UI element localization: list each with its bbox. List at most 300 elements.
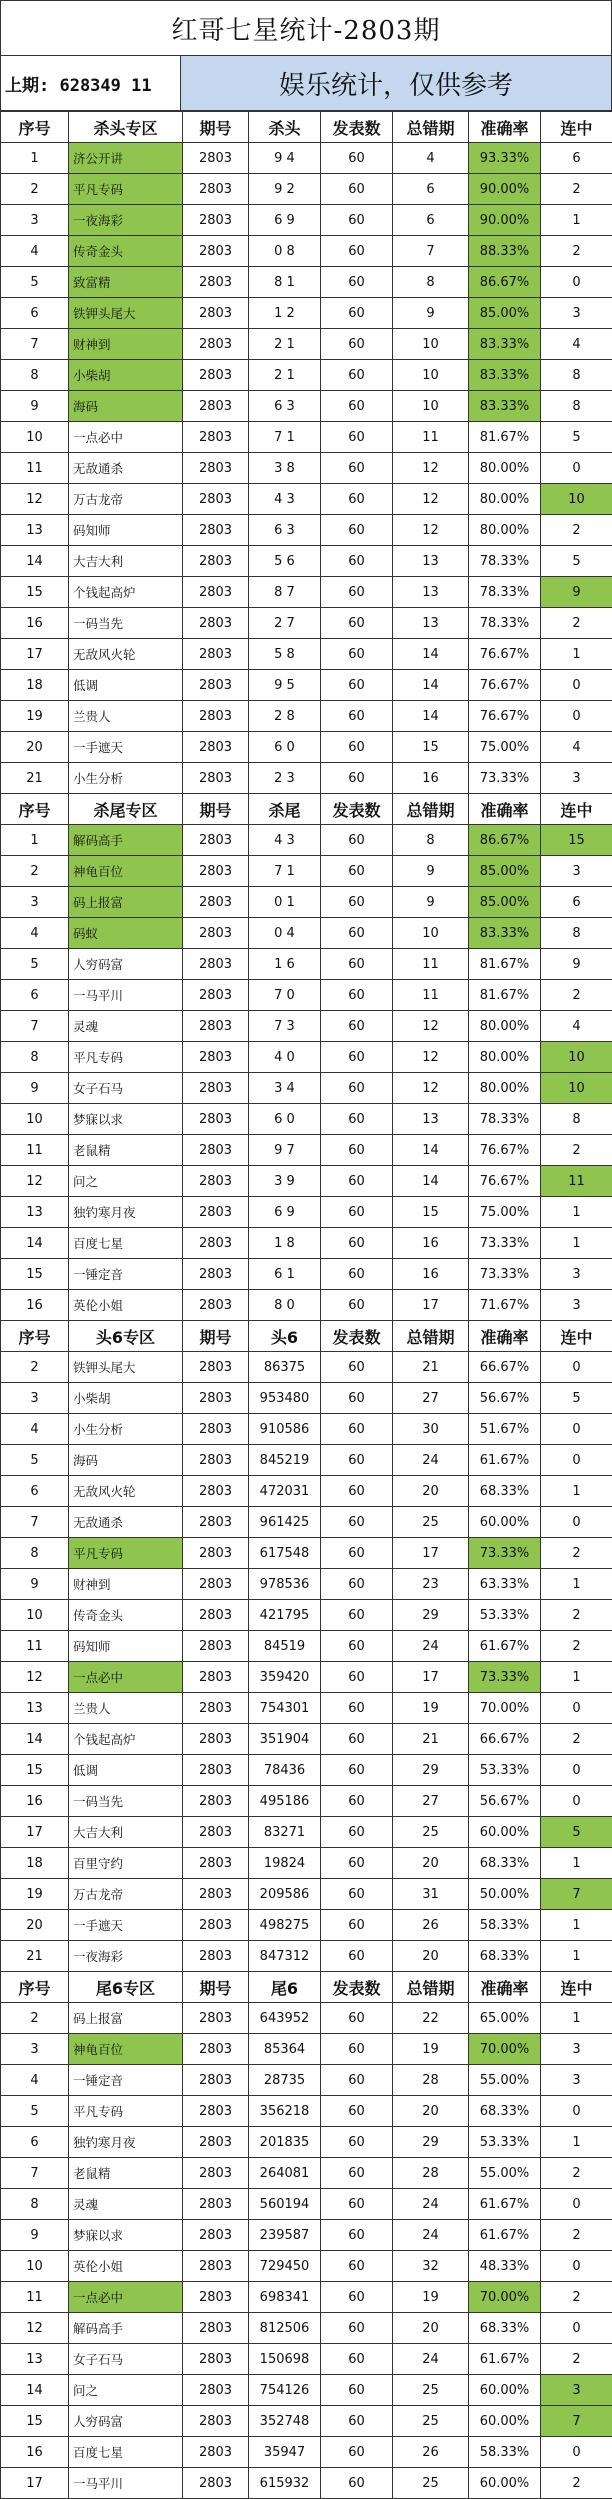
cell-errors: 10 — [393, 329, 469, 360]
cell-index: 6 — [1, 980, 69, 1011]
cell-published: 60 — [321, 577, 393, 608]
cell-name: 灵魂 — [69, 2189, 183, 2220]
table-row — [1, 1693, 612, 1724]
cell-streak: 3 — [541, 2065, 612, 2096]
header-period: 期号 — [183, 112, 249, 143]
cell-errors: 25 — [393, 2468, 469, 2499]
cell-streak: 5 — [541, 1817, 612, 1848]
cell-numbers: 85364 — [249, 2034, 321, 2065]
cell-errors: 14 — [393, 1135, 469, 1166]
cell-errors: 15 — [393, 732, 469, 763]
cell-name: 平凡专码 — [69, 2096, 183, 2127]
cell-name: 铁钾头尾大 — [69, 298, 183, 329]
cell-index: 13 — [1, 1197, 69, 1228]
cell-index: 16 — [1, 608, 69, 639]
cell-streak: 4 — [541, 732, 612, 763]
cell-accuracy: 73.33% — [469, 1259, 541, 1290]
cell-streak: 3 — [541, 1259, 612, 1290]
header-accuracy: 准确率 — [469, 112, 541, 143]
cell-errors: 26 — [393, 1910, 469, 1941]
table-row — [1, 1445, 612, 1476]
cell-accuracy: 76.67% — [469, 1135, 541, 1166]
cell-accuracy: 85.00% — [469, 887, 541, 918]
table-row — [1, 2437, 612, 2468]
cell-name: 大吉大利 — [69, 1817, 183, 1848]
cell-accuracy: 50.00% — [469, 1879, 541, 1910]
table-row — [1, 453, 612, 484]
cell-period: 2803 — [183, 453, 249, 484]
cell-published: 60 — [321, 1166, 393, 1197]
cell-accuracy: 75.00% — [469, 732, 541, 763]
cell-accuracy: 58.33% — [469, 2437, 541, 2468]
cell-numbers: 617548 — [249, 1538, 321, 1569]
cell-published: 60 — [321, 1352, 393, 1383]
cell-numbers: 6 9 — [249, 205, 321, 236]
cell-accuracy: 83.33% — [469, 329, 541, 360]
cell-streak: 2 — [541, 1724, 612, 1755]
cell-accuracy: 85.00% — [469, 298, 541, 329]
cell-streak: 10 — [541, 1073, 612, 1104]
cell-name: 平凡专码 — [69, 1538, 183, 1569]
cell-errors: 19 — [393, 2282, 469, 2313]
table-row — [1, 2189, 612, 2220]
cell-accuracy: 61.67% — [469, 2220, 541, 2251]
cell-errors: 7 — [393, 236, 469, 267]
cell-index: 5 — [1, 2096, 69, 2127]
table-row — [1, 236, 612, 267]
table-row — [1, 2282, 612, 2313]
cell-published: 60 — [321, 546, 393, 577]
cell-accuracy: 61.67% — [469, 2344, 541, 2375]
cell-name: 英伦小姐 — [69, 2251, 183, 2282]
cell-numbers: 845219 — [249, 1445, 321, 1476]
cell-numbers: 754126 — [249, 2375, 321, 2406]
cell-published: 60 — [321, 2468, 393, 2499]
cell-streak: 2 — [541, 1538, 612, 1569]
cell-index: 20 — [1, 732, 69, 763]
cell-published: 60 — [321, 391, 393, 422]
cell-name: 解码高手 — [69, 2313, 183, 2344]
cell-accuracy: 76.67% — [469, 670, 541, 701]
header-index: 序号 — [1, 1972, 69, 2003]
table-row — [1, 1228, 612, 1259]
cell-errors: 9 — [393, 856, 469, 887]
cell-accuracy: 60.00% — [469, 1507, 541, 1538]
header-name: 头6专区 — [69, 1321, 183, 1352]
cell-index: 16 — [1, 1290, 69, 1321]
cell-streak: 2 — [541, 1631, 612, 1662]
cell-index: 12 — [1, 484, 69, 515]
cell-period: 2803 — [183, 205, 249, 236]
cell-published: 60 — [321, 1848, 393, 1879]
header-period: 期号 — [183, 1972, 249, 2003]
cell-index: 4 — [1, 918, 69, 949]
cell-accuracy: 93.33% — [469, 143, 541, 174]
table-row — [1, 1538, 612, 1569]
cell-period: 2803 — [183, 1910, 249, 1941]
cell-numbers: 84519 — [249, 1631, 321, 1662]
header-streak: 连中 — [541, 1321, 612, 1352]
cell-name: 一码当先 — [69, 608, 183, 639]
table-row — [1, 887, 612, 918]
cell-name: 码上报富 — [69, 887, 183, 918]
header-index: 序号 — [1, 794, 69, 825]
cell-accuracy: 51.67% — [469, 1414, 541, 1445]
cell-numbers: 7 1 — [249, 422, 321, 453]
cell-index: 10 — [1, 2251, 69, 2282]
cell-accuracy: 60.00% — [469, 1817, 541, 1848]
cell-accuracy: 73.33% — [469, 1538, 541, 1569]
cell-period: 2803 — [183, 1662, 249, 1693]
cell-numbers: 0 8 — [249, 236, 321, 267]
cell-period: 2803 — [183, 2158, 249, 2189]
cell-streak: 0 — [541, 2096, 612, 2127]
cell-index: 9 — [1, 1569, 69, 1600]
cell-errors: 19 — [393, 2034, 469, 2065]
cell-name: 解码高手 — [69, 825, 183, 856]
cell-name: 一夜海彩 — [69, 205, 183, 236]
cell-period: 2803 — [183, 825, 249, 856]
cell-numbers: 2 1 — [249, 329, 321, 360]
header-published: 发表数 — [321, 1321, 393, 1352]
cell-period: 2803 — [183, 701, 249, 732]
table-row — [1, 670, 612, 701]
table-row — [1, 918, 612, 949]
cell-index: 13 — [1, 1693, 69, 1724]
cell-index: 7 — [1, 1507, 69, 1538]
cell-numbers: 1 6 — [249, 949, 321, 980]
cell-published: 60 — [321, 608, 393, 639]
cell-errors: 20 — [393, 1476, 469, 1507]
cell-name: 神龟百位 — [69, 2034, 183, 2065]
cell-streak: 2 — [541, 2220, 612, 2251]
cell-accuracy: 78.33% — [469, 1104, 541, 1135]
cell-period: 2803 — [183, 2096, 249, 2127]
cell-errors: 11 — [393, 422, 469, 453]
table-row — [1, 639, 612, 670]
cell-period: 2803 — [183, 1724, 249, 1755]
cell-name: 小柴胡 — [69, 1383, 183, 1414]
cell-errors: 10 — [393, 918, 469, 949]
cell-numbers: 6 3 — [249, 391, 321, 422]
cell-streak: 1 — [541, 1569, 612, 1600]
cell-period: 2803 — [183, 1011, 249, 1042]
cell-published: 60 — [321, 2282, 393, 2313]
cell-accuracy: 76.67% — [469, 639, 541, 670]
header-published: 发表数 — [321, 1972, 393, 2003]
cell-errors: 10 — [393, 391, 469, 422]
header-index: 序号 — [1, 1321, 69, 1352]
table-row — [1, 360, 612, 391]
cell-accuracy: 83.33% — [469, 391, 541, 422]
cell-period: 2803 — [183, 1104, 249, 1135]
table-row — [1, 577, 612, 608]
cell-index: 2 — [1, 174, 69, 205]
cell-streak: 11 — [541, 1166, 612, 1197]
cell-accuracy: 80.00% — [469, 1011, 541, 1042]
cell-period: 2803 — [183, 236, 249, 267]
cell-streak: 0 — [541, 1445, 612, 1476]
cell-published: 60 — [321, 1042, 393, 1073]
cell-streak: 9 — [541, 949, 612, 980]
table-row — [1, 825, 612, 856]
table-row — [1, 1910, 612, 1941]
cell-accuracy: 70.00% — [469, 2282, 541, 2313]
cell-accuracy: 80.00% — [469, 1073, 541, 1104]
cell-accuracy: 70.00% — [469, 2034, 541, 2065]
cell-errors: 20 — [393, 1941, 469, 1972]
cell-period: 2803 — [183, 2375, 249, 2406]
cell-name: 个钱起高炉 — [69, 577, 183, 608]
cell-errors: 13 — [393, 546, 469, 577]
cell-name: 低调 — [69, 670, 183, 701]
cell-index: 14 — [1, 2375, 69, 2406]
cell-errors: 12 — [393, 1042, 469, 1073]
cell-numbers: 264081 — [249, 2158, 321, 2189]
cell-streak: 8 — [541, 1104, 612, 1135]
cell-name: 财神到 — [69, 329, 183, 360]
cell-published: 60 — [321, 1662, 393, 1693]
cell-index: 18 — [1, 670, 69, 701]
cell-published: 60 — [321, 1228, 393, 1259]
cell-period: 2803 — [183, 732, 249, 763]
cell-index: 11 — [1, 453, 69, 484]
cell-accuracy: 81.67% — [469, 422, 541, 453]
cell-published: 60 — [321, 1135, 393, 1166]
cell-period: 2803 — [183, 2034, 249, 2065]
cell-index: 8 — [1, 2189, 69, 2220]
cell-index: 13 — [1, 515, 69, 546]
cell-streak: 2 — [541, 174, 612, 205]
cell-period: 2803 — [183, 2406, 249, 2437]
cell-period: 2803 — [183, 2468, 249, 2499]
cell-errors: 28 — [393, 2158, 469, 2189]
table-row — [1, 267, 612, 298]
cell-streak: 0 — [541, 267, 612, 298]
cell-numbers: 0 1 — [249, 887, 321, 918]
table-row — [1, 2251, 612, 2282]
cell-name: 财神到 — [69, 1569, 183, 1600]
cell-index: 5 — [1, 949, 69, 980]
cell-period: 2803 — [183, 2313, 249, 2344]
cell-published: 60 — [321, 1879, 393, 1910]
cell-period: 2803 — [183, 2282, 249, 2313]
cell-streak: 0 — [541, 453, 612, 484]
table-row — [1, 1569, 612, 1600]
cell-name: 灵魂 — [69, 1011, 183, 1042]
cell-streak: 3 — [541, 763, 612, 794]
cell-accuracy: 86.67% — [469, 825, 541, 856]
header-numbers: 杀尾 — [249, 794, 321, 825]
table-row — [1, 856, 612, 887]
cell-name: 码知师 — [69, 1631, 183, 1662]
cell-period: 2803 — [183, 1879, 249, 1910]
table-row — [1, 2313, 612, 2344]
cell-period: 2803 — [183, 670, 249, 701]
header-streak: 连中 — [541, 112, 612, 143]
cell-errors: 13 — [393, 577, 469, 608]
cell-errors: 27 — [393, 1786, 469, 1817]
cell-period: 2803 — [183, 2251, 249, 2282]
cell-period: 2803 — [183, 391, 249, 422]
cell-name: 梦寐以求 — [69, 2220, 183, 2251]
table-row — [1, 391, 612, 422]
header-streak: 连中 — [541, 1972, 612, 2003]
cell-published: 60 — [321, 1104, 393, 1135]
cell-accuracy: 60.00% — [469, 2375, 541, 2406]
cell-errors: 31 — [393, 1879, 469, 1910]
cell-numbers: 4 3 — [249, 484, 321, 515]
cell-numbers: 150698 — [249, 2344, 321, 2375]
cell-streak: 15 — [541, 825, 612, 856]
table-row — [1, 980, 612, 1011]
cell-period: 2803 — [183, 2003, 249, 2034]
table-row — [1, 546, 612, 577]
cell-errors: 29 — [393, 2127, 469, 2158]
cell-index: 3 — [1, 2034, 69, 2065]
cell-errors: 26 — [393, 2437, 469, 2468]
cell-published: 60 — [321, 2065, 393, 2096]
cell-index: 15 — [1, 577, 69, 608]
cell-accuracy: 48.33% — [469, 2251, 541, 2282]
cell-published: 60 — [321, 1910, 393, 1941]
cell-numbers: 615932 — [249, 2468, 321, 2499]
cell-name: 海码 — [69, 391, 183, 422]
table-row — [1, 2220, 612, 2251]
cell-published: 60 — [321, 1817, 393, 1848]
cell-errors: 14 — [393, 701, 469, 732]
cell-accuracy: 60.00% — [469, 2468, 541, 2499]
cell-index: 9 — [1, 391, 69, 422]
cell-name: 老鼠精 — [69, 2158, 183, 2189]
disclaimer-banner: 娱乐统计，仅供参考 — [181, 56, 611, 110]
cell-published: 60 — [321, 484, 393, 515]
table-row — [1, 1042, 612, 1073]
cell-period: 2803 — [183, 2437, 249, 2468]
cell-numbers: 2 8 — [249, 701, 321, 732]
table-row — [1, 1879, 612, 1910]
cell-period: 2803 — [183, 1228, 249, 1259]
cell-index: 6 — [1, 1476, 69, 1507]
cell-numbers: 7 3 — [249, 1011, 321, 1042]
header-errors: 总错期 — [393, 112, 469, 143]
table-row — [1, 2158, 612, 2189]
cell-period: 2803 — [183, 1414, 249, 1445]
cell-period: 2803 — [183, 1693, 249, 1724]
cell-errors: 4 — [393, 143, 469, 174]
cell-period: 2803 — [183, 1135, 249, 1166]
cell-accuracy: 73.33% — [469, 763, 541, 794]
cell-errors: 15 — [393, 1197, 469, 1228]
cell-accuracy: 75.00% — [469, 1197, 541, 1228]
cell-name: 英伦小姐 — [69, 1290, 183, 1321]
cell-numbers: 560194 — [249, 2189, 321, 2220]
cell-accuracy: 68.33% — [469, 2096, 541, 2127]
table-row — [1, 1290, 612, 1321]
header-period: 期号 — [183, 1321, 249, 1352]
cell-streak: 1 — [541, 1476, 612, 1507]
cell-published: 60 — [321, 453, 393, 484]
cell-numbers: 9 2 — [249, 174, 321, 205]
cell-numbers: 498275 — [249, 1910, 321, 1941]
table-row — [1, 298, 612, 329]
cell-streak: 6 — [541, 887, 612, 918]
cell-numbers: 421795 — [249, 1600, 321, 1631]
cell-published: 60 — [321, 1476, 393, 1507]
cell-period: 2803 — [183, 763, 249, 794]
cell-published: 60 — [321, 980, 393, 1011]
cell-name: 人穷码富 — [69, 949, 183, 980]
cell-accuracy: 56.67% — [469, 1383, 541, 1414]
cell-index: 14 — [1, 546, 69, 577]
cell-published: 60 — [321, 515, 393, 546]
cell-errors: 16 — [393, 763, 469, 794]
cell-period: 2803 — [183, 1786, 249, 1817]
table-row — [1, 1197, 612, 1228]
cell-errors: 12 — [393, 515, 469, 546]
header-numbers: 尾6 — [249, 1972, 321, 2003]
table-row — [1, 1383, 612, 1414]
cell-numbers: 847312 — [249, 1941, 321, 1972]
cell-errors: 24 — [393, 2344, 469, 2375]
cell-streak: 10 — [541, 484, 612, 515]
cell-name: 兰贵人 — [69, 1693, 183, 1724]
cell-published: 60 — [321, 2344, 393, 2375]
cell-period: 2803 — [183, 887, 249, 918]
cell-published: 60 — [321, 1290, 393, 1321]
cell-published: 60 — [321, 298, 393, 329]
header-name: 杀尾专区 — [69, 794, 183, 825]
cell-name: 女子石马 — [69, 1073, 183, 1104]
cell-index: 2 — [1, 856, 69, 887]
table-row — [1, 205, 612, 236]
cell-index: 6 — [1, 2127, 69, 2158]
cell-streak: 0 — [541, 1507, 612, 1538]
header-errors: 总错期 — [393, 794, 469, 825]
section-header-row — [1, 1972, 612, 2003]
cell-accuracy: 68.33% — [469, 1941, 541, 1972]
table-row — [1, 422, 612, 453]
cell-period: 2803 — [183, 1631, 249, 1662]
cell-accuracy: 78.33% — [469, 608, 541, 639]
cell-streak: 5 — [541, 1383, 612, 1414]
cell-streak: 2 — [541, 608, 612, 639]
cell-period: 2803 — [183, 484, 249, 515]
cell-index: 4 — [1, 236, 69, 267]
cell-published: 60 — [321, 1507, 393, 1538]
cell-numbers: 6 1 — [249, 1259, 321, 1290]
cell-index: 20 — [1, 1910, 69, 1941]
cell-accuracy: 86.67% — [469, 267, 541, 298]
cell-index: 1 — [1, 143, 69, 174]
cell-streak: 1 — [541, 1941, 612, 1972]
cell-published: 60 — [321, 1724, 393, 1755]
cell-published: 60 — [321, 639, 393, 670]
cell-accuracy: 80.00% — [469, 1042, 541, 1073]
cell-name: 一马平川 — [69, 2468, 183, 2499]
cell-period: 2803 — [183, 1290, 249, 1321]
cell-index: 3 — [1, 887, 69, 918]
cell-index: 7 — [1, 2158, 69, 2189]
cell-period: 2803 — [183, 2189, 249, 2220]
cell-streak: 2 — [541, 2158, 612, 2189]
cell-streak: 1 — [541, 1228, 612, 1259]
cell-period: 2803 — [183, 1445, 249, 1476]
cell-name: 传奇金头 — [69, 1600, 183, 1631]
cell-errors: 17 — [393, 1290, 469, 1321]
cell-index: 12 — [1, 1166, 69, 1197]
cell-published: 60 — [321, 2375, 393, 2406]
